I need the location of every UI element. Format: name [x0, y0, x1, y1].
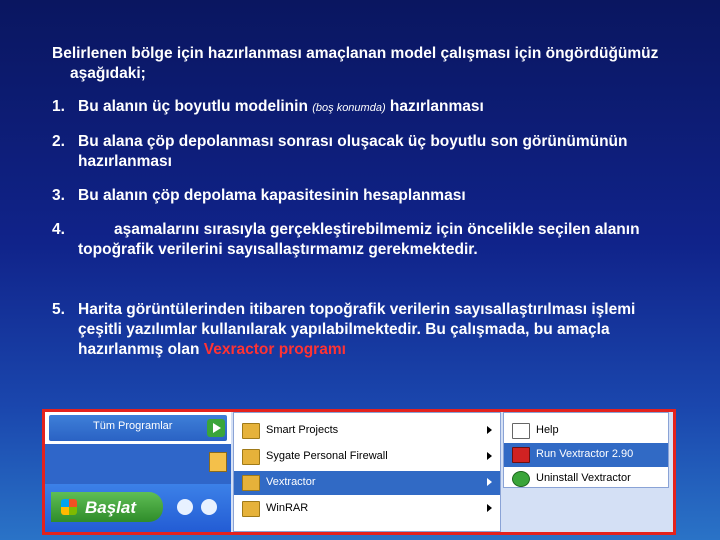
folder-icon	[242, 501, 260, 517]
help-icon	[512, 423, 530, 439]
chevron-right-icon	[487, 426, 492, 434]
menu-item-label: Vextractor	[266, 476, 316, 488]
arrow-right-icon	[207, 419, 225, 437]
item-number: 1.	[52, 98, 65, 115]
menu-item-run-vextractor[interactable]	[504, 443, 668, 467]
menu-item-uninstall[interactable]	[504, 467, 668, 491]
list-item-4	[52, 220, 672, 260]
program-name-highlight: Vexractor programı	[203, 341, 346, 358]
chevron-right-icon	[487, 452, 492, 460]
menu-item-label: Smart Projects	[266, 424, 339, 436]
list-item-3	[52, 186, 672, 206]
slide-text	[52, 44, 672, 360]
start-button[interactable]	[51, 492, 163, 522]
all-programs-label: Tüm Programlar	[93, 420, 173, 432]
pen-icon	[209, 452, 227, 472]
uninstall-icon	[512, 471, 530, 487]
folder-icon	[242, 423, 260, 439]
start-menu-screenshot	[42, 409, 676, 535]
menu-panel-edge	[45, 444, 231, 486]
menu-item-winrar[interactable]	[234, 497, 500, 521]
folder-icon	[242, 449, 260, 465]
menu-item-help[interactable]	[504, 419, 668, 443]
list-item-5	[52, 300, 672, 360]
media-player-icon[interactable]	[177, 499, 193, 515]
chevron-right-icon	[487, 504, 492, 512]
spacer	[52, 274, 672, 300]
menu-item-label: Sygate Personal Firewall	[266, 450, 388, 462]
menu-item-label: Uninstall Vextractor	[536, 472, 631, 484]
list-item-2	[52, 132, 672, 172]
menu-item-label: Help	[536, 424, 559, 436]
intro-text: Belirlenen bölge için hazırlanması amaçlanan model çalışması için öngördüğümüz aşağıdaki;	[52, 45, 659, 82]
item-text: Bu alanın üç boyutlu modelinin	[78, 98, 313, 115]
all-programs-button[interactable]	[49, 415, 227, 441]
vextractor-submenu	[503, 412, 669, 488]
item-text: Harita görüntülerinden itibaren topoğrafik verilerin sayısallaştırılması işlemi çeşitli yazılımlar kullanılarak yapılabilmektedir.	[78, 301, 636, 338]
item-text: Bu alana çöp depolanması sonrası oluşacak üç boyutlu son görünümünün hazırlanması	[78, 133, 628, 170]
item-number: 2.	[52, 133, 65, 150]
list-item-1	[52, 97, 672, 118]
menu-item-label: WinRAR	[266, 502, 309, 514]
menu-item-label: Run Vextractor 2.90	[536, 448, 634, 460]
item-text: Bu alanın çöp depolama kapasitesinin hesaplanması	[78, 187, 466, 204]
taskbar	[45, 484, 231, 532]
item-number: 3.	[52, 187, 65, 204]
run-icon	[512, 447, 530, 463]
item-text-end: hazırlanması	[385, 98, 484, 115]
item-text-2: Bu çalışmada, bu amaçla hazırlanmış olan	[78, 321, 610, 358]
menu-item-smart-projects[interactable]	[234, 419, 500, 443]
item-note: (boş konumda)	[312, 102, 386, 114]
start-label: Başlat	[85, 498, 137, 517]
menu-item-vextractor[interactable]	[234, 471, 500, 495]
folder-icon	[242, 475, 260, 491]
chevron-right-icon	[487, 478, 492, 486]
menu-item-sygate[interactable]	[234, 445, 500, 469]
item-number: 5.	[52, 301, 65, 318]
windows-flag-icon	[61, 499, 77, 515]
browser-icon[interactable]	[201, 499, 217, 515]
start-menu-panel	[45, 412, 231, 532]
programs-submenu	[233, 412, 501, 532]
item-number: 4.	[52, 221, 65, 238]
item-text: aşamalarını sırasıyla gerçekleştirebilmemiz için öncelikle seçilen alanın topoğrafik verilerini sayısallaştırmamız gerekmektedir.	[78, 221, 640, 258]
